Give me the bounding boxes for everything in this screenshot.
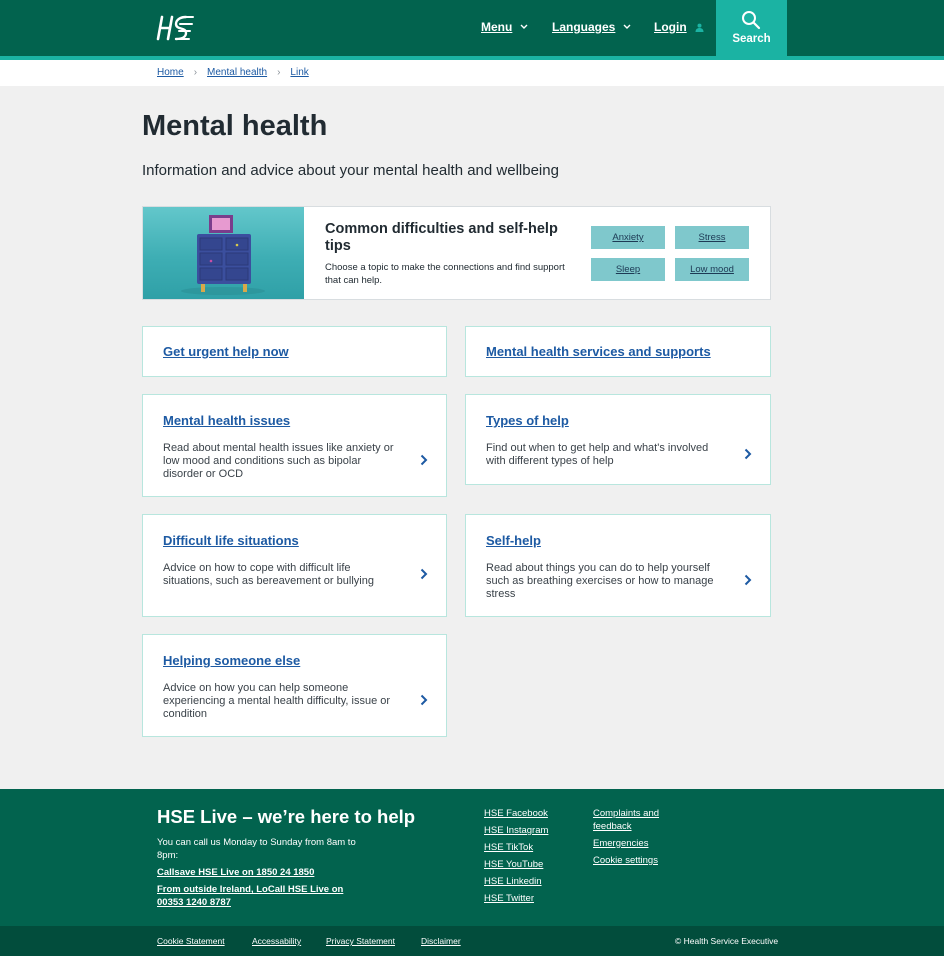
menu-label: Menu: [481, 20, 513, 34]
callsave-link[interactable]: Callsave HSE Live on 1850 24 1850: [157, 867, 315, 878]
login-button[interactable]: [654, 20, 704, 34]
tag-low-mood[interactable]: Low mood: [675, 258, 749, 281]
login-label: Login: [654, 20, 687, 34]
card-title[interactable]: Difficult life situations: [163, 533, 299, 548]
footer-link-complaints[interactable]: Complaints and feedback: [593, 808, 660, 832]
legal-link-accessability[interactable]: Accessability: [252, 936, 302, 946]
footer-link-tiktok[interactable]: HSE TikTok: [484, 842, 534, 853]
card-self-help[interactable]: [465, 514, 771, 617]
footer-link-youtube[interactable]: HSE YouTube: [484, 859, 544, 870]
card-title[interactable]: Get urgent help now: [163, 344, 289, 359]
site-header: [0, 0, 944, 56]
legal-link-privacy-statement[interactable]: Privacy Statement: [326, 936, 395, 946]
card-title[interactable]: Helping someone else: [163, 653, 301, 668]
legal-link-cookie-statement[interactable]: Cookie Statement: [157, 936, 225, 946]
dresser-illustration: [143, 207, 304, 299]
card-types-of-help[interactable]: [465, 394, 771, 485]
card-urgent-help[interactable]: [142, 326, 447, 377]
tag-anxiety[interactable]: Anxiety: [591, 226, 665, 249]
card-title[interactable]: Mental health issues: [163, 413, 291, 428]
user-icon: [695, 23, 704, 32]
self-help-promo: [142, 206, 771, 300]
chevron-right-icon: [744, 448, 752, 460]
legal-link-disclaimer[interactable]: Disclaimer: [421, 936, 461, 946]
card-description: Find out when to get help and what's involved with different types of help: [486, 442, 709, 467]
breadcrumb: [157, 67, 309, 78]
footer-link-emergencies[interactable]: Emergencies: [593, 838, 649, 849]
site-footer: [0, 789, 944, 926]
card-services-supports[interactable]: [465, 326, 771, 377]
card-description: Read about mental health issues like anxiety or low mood and conditions such as bipolar disorder or OCD: [163, 442, 394, 480]
card-title[interactable]: Types of help: [486, 413, 569, 428]
search-button[interactable]: [716, 0, 787, 56]
promo-title: Common difficulties and self-help tips: [325, 221, 558, 254]
footer-link-facebook[interactable]: HSE Facebook: [484, 808, 548, 819]
page-title: Mental health: [142, 110, 328, 142]
card-difficult-life-situations[interactable]: [142, 514, 447, 617]
card-description: Read about things you can do to help yourself such as breathing exercises or how to manage stress: [486, 562, 714, 600]
footer-hours-text: You can call us Monday to Sunday from 8am to 8pm:: [157, 837, 356, 861]
languages-button[interactable]: [552, 20, 631, 34]
menu-button[interactable]: [481, 20, 528, 34]
card-description: Advice on how to cope with difficult life situations, such as bereavement or bullying: [163, 562, 374, 587]
page-intro: Information and advice about your mental health and wellbeing: [142, 162, 559, 179]
card-mental-health-issues[interactable]: [142, 394, 447, 497]
card-description: Advice on how you can help someone experiencing a mental health difficulty, issue or condition: [163, 682, 391, 720]
promo-illustration: [143, 207, 304, 299]
chevron-right-icon: [420, 568, 428, 580]
footer-title: HSE Live – we’re here to help: [157, 806, 416, 827]
footer-link-twitter[interactable]: HSE Twitter: [484, 893, 534, 904]
footer-link-cookie-settings[interactable]: Cookie settings: [593, 855, 658, 866]
promo-text: Choose a topic to make the connections and find support that can help.: [325, 262, 565, 286]
footer-link-instagram[interactable]: HSE Instagram: [484, 825, 549, 836]
breadcrumb-mental-health[interactable]: Mental health: [207, 67, 268, 78]
footer-link-linkedin[interactable]: HSE Linkedin: [484, 876, 542, 887]
chevron-right-icon: ›: [277, 67, 281, 78]
chevron-down-icon: [623, 24, 631, 30]
card-helping-someone-else[interactable]: [142, 634, 447, 737]
chevron-right-icon: [420, 694, 428, 706]
copyright: © Health Service Executive: [675, 936, 779, 946]
international-call-link[interactable]: From outside Ireland, LoCall HSE Live on 00353 1240 8787: [157, 884, 344, 908]
search-label: Search: [732, 33, 771, 45]
breadcrumb-home[interactable]: Home: [157, 67, 184, 78]
breadcrumb-bar: [0, 60, 944, 86]
breadcrumb-link[interactable]: Link: [290, 67, 309, 78]
search-icon: [741, 10, 761, 30]
tag-sleep[interactable]: Sleep: [591, 258, 665, 281]
languages-label: Languages: [552, 20, 616, 34]
hse-logo[interactable]: [156, 14, 194, 42]
chevron-right-icon: [420, 454, 428, 466]
card-title[interactable]: Mental health services and supports: [486, 344, 711, 359]
card-title[interactable]: Self-help: [486, 533, 541, 548]
chevron-right-icon: [744, 574, 752, 586]
footer-legal-bar: [0, 926, 944, 956]
chevron-right-icon: ›: [193, 67, 198, 78]
tag-stress[interactable]: Stress: [675, 226, 749, 249]
chevron-down-icon: [520, 24, 528, 30]
